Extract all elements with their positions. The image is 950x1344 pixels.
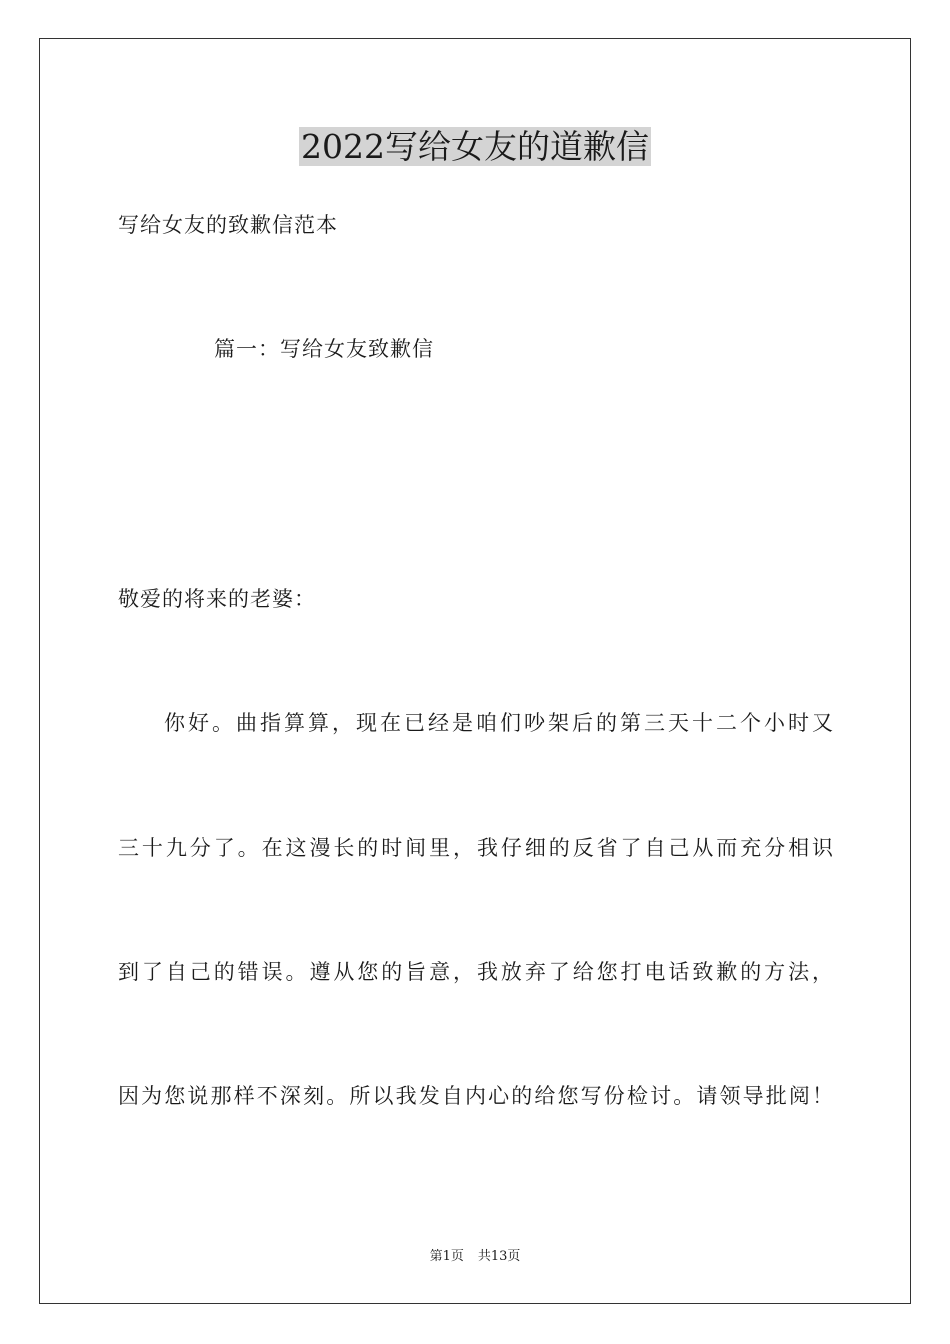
page-number: 第1页 — [429, 1249, 464, 1264]
body-paragraph-line: 因为您说那样不深刻。所以我发自内心的给您写份检讨。请领导批阅！ — [118, 1084, 834, 1108]
letter-salutation: 敬爱的将来的老婆： — [118, 587, 316, 611]
document-title — [0, 124, 950, 170]
body-paragraph-line: 你好。曲指算算，现在已经是咱们吵架后的第三天十二个小时又 — [164, 711, 834, 735]
document-title-text: 2022写给女友的道歉信 — [301, 127, 649, 166]
page-footer — [0, 1248, 950, 1266]
section-heading: 篇一：写给女友致歉信 — [214, 337, 434, 361]
body-paragraph-line: 三十九分了。在这漫长的时间里，我仔细的反省了自己从而充分相识 — [118, 836, 834, 860]
page-total: 共13页 — [477, 1249, 521, 1264]
body-paragraph-line: 到了自己的错误。遵从您的旨意，我放弃了给您打电话致歉的方法， — [118, 960, 834, 984]
document-subtitle: 写给女友的致歉信范本 — [118, 213, 338, 237]
